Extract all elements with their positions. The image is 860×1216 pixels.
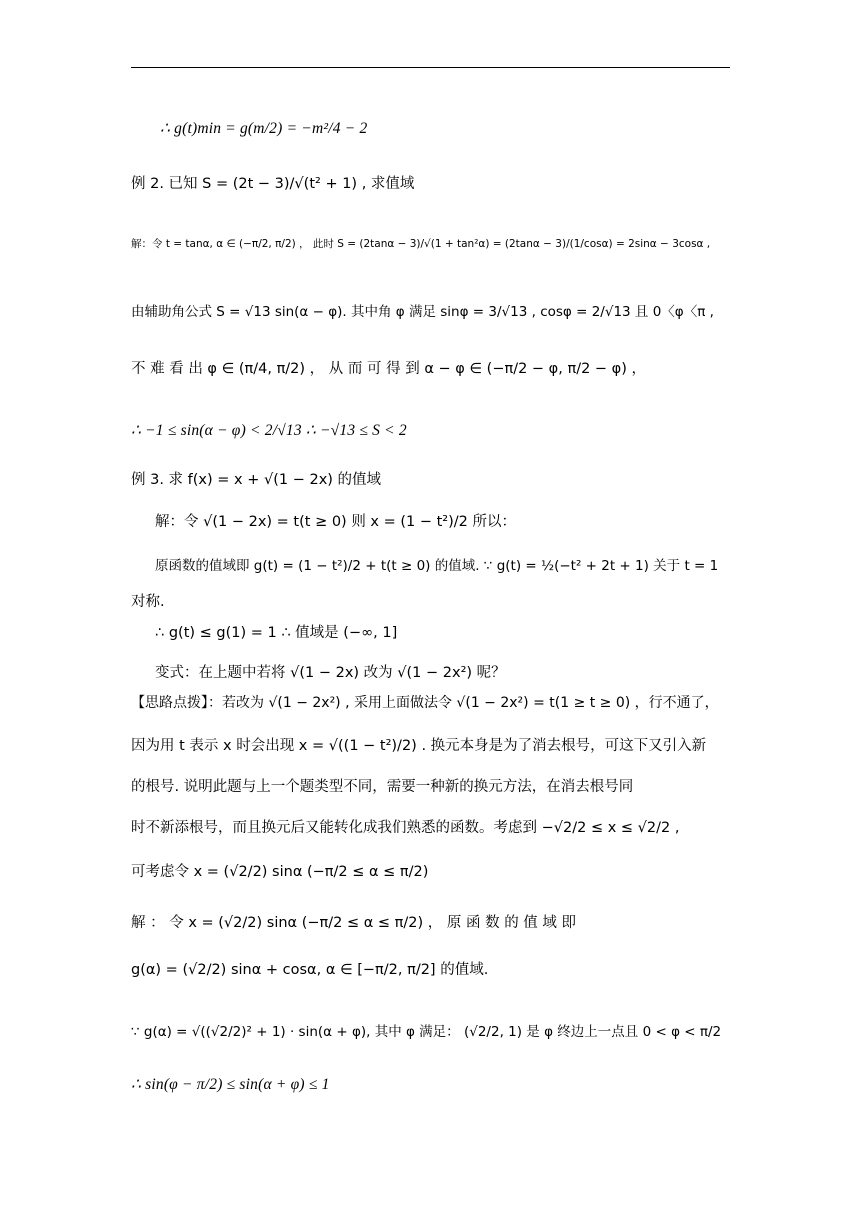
text-line: 原函数的值域即 g(t) = (1 − t²)/2 + t(t ≥ 0) 的值域. ∵ g(t) = ½(−t² + 2t + 1) 关于 t = 1 [155,558,719,574]
text-line: 解：令 √(1 − 2x) = t(t ≥ 0) 则 x = (1 − t²)/2 所以： [155,514,516,530]
text-line: 对称. [131,594,165,610]
hint-paragraph-line: 时不新添根号，而且换元后又能转化成我们熟悉的函数。考虑到 −√2/2 ≤ x ≤ √2/2 , [131,820,680,836]
text-line: ∴ g(t)min = g(m/2) = −m²/4 − 2 [160,120,368,137]
hint-paragraph-line: 可考虑令 x = (√2/2) sinα (−π/2 ≤ α ≤ π/2) [131,864,429,880]
hint-paragraph-line: 因为用 t 表示 x 时会出现 x = √((1 − t²)/2) . 换元本身是为了消去根号，可这下又引入新 [131,738,707,754]
solution-line: g(α) = (√2/2) sinα + cosα, α ∈ [−π/2, π/2] 的值域. [131,962,489,978]
text-line: 不 难 看 出 φ ∈ (π/4, π/2) ， 从 而 可 得 到 α − φ ∈ (−π/2 − φ, π/2 − φ) ， [131,361,647,377]
text-line: ∴ −1 ≤ sin(α − φ) < 2/√13 ∴ −√13 ≤ S < 2 [131,422,407,439]
example-2-heading: 例 2. 已知 S = (2t − 3)/√(t² + 1) , 求值域 [131,176,415,192]
text-line: 解：令 t = tanα, α ∈ (−π/2, π/2) ， 此时 S = (2tanα − 3)/√(1 + tan²α) = (2tanα − 3)/(1/cosα) = 2sinα − 3cosα , [131,238,711,250]
text-line: ∴ g(t) ≤ g(1) = 1 ∴ 值域是 (−∞, 1] [155,625,398,641]
solution-line: ∴ sin(φ − π/2) ≤ sin(α + φ) ≤ 1 [131,1076,330,1093]
variant-heading: 变式：在上题中若将 √(1 − 2x) 改为 √(1 − 2x²) 呢？ [155,665,506,681]
text-line: 由辅助角公式 S = √13 sin(α − φ). 其中角 φ 满足 sinφ = 3/√13 , cosφ = 2/√13 且 0〈φ〈π , [131,304,714,320]
header-rule [131,67,730,68]
example-3-heading: 例 3. 求 f(x) = x + √(1 − 2x) 的值域 [131,472,382,488]
solution-line: ∵ g(α) = √((√2/2)² + 1) · sin(α + φ), 其中 φ 满足： (√2/2, 1) 是 φ 终边上一点且 0 < φ < π/2 [131,1024,722,1040]
hint-paragraph-line: 的根号. 说明此题与上一个题类型不同，需要一种新的换元方法，在消去根号同 [131,779,634,795]
solution-line: 解 ： 令 x = (√2/2) sinα (−π/2 ≤ α ≤ π/2) ， 原 函 数 的 值 域 即 [131,915,577,931]
hint-paragraph-line: 【思路点拨】：若改为 √(1 − 2x²) , 采用上面做法令 √(1 − 2x²) = t(1 ≥ t ≥ 0) ，行不通了， [131,695,719,711]
